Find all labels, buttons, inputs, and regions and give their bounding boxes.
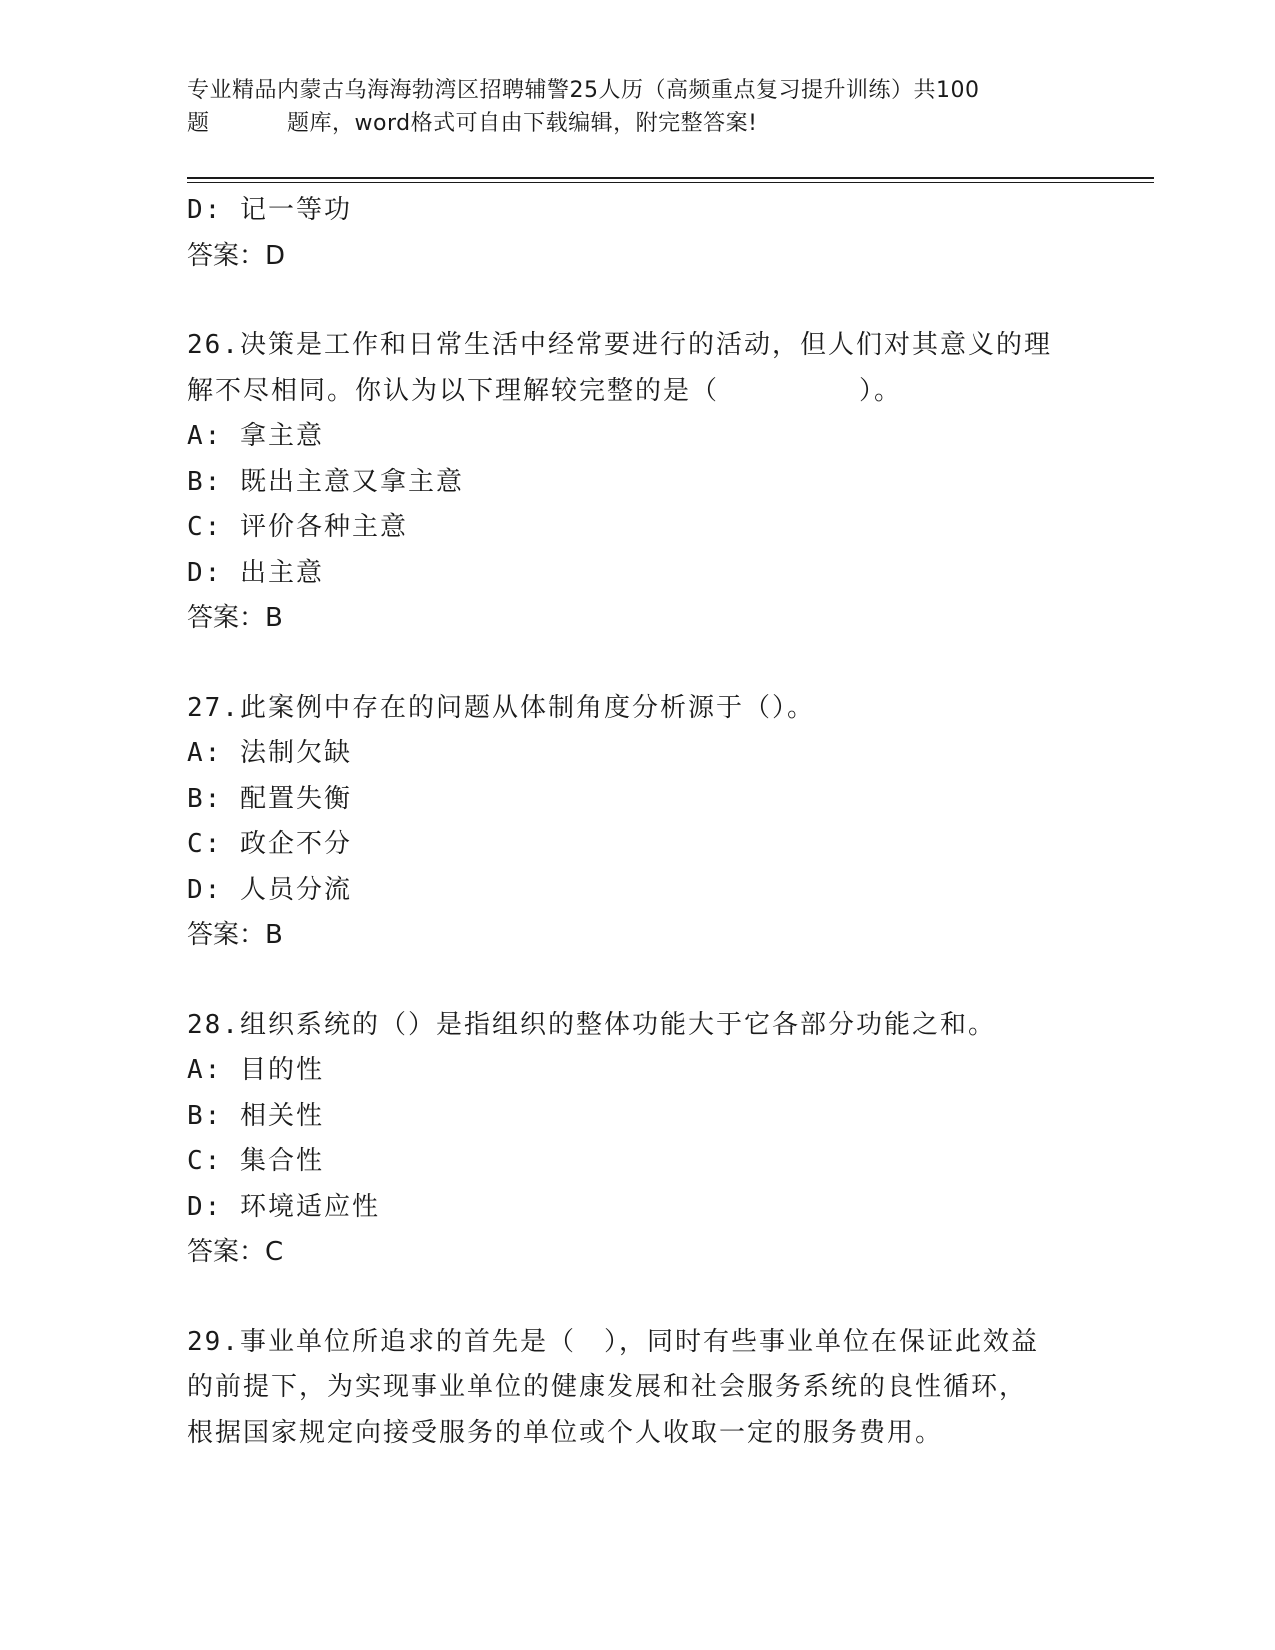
header-title-line-1: 专业精品内蒙古乌海海勃湾区招聘辅警25人历（高频重点复习提升训练）共100 [187, 78, 980, 103]
header-title-line-2-lead: 题 [187, 111, 210, 136]
question-stem-line-2: 解不尽相同。你认为以下理解较完整的是（ ）。 [187, 375, 903, 406]
header-divider-thick [187, 177, 1154, 179]
question-stem-line-1: 26.决策是工作和日常生活中经常要进行的活动，但人们对其意义的理 [187, 330, 1052, 360]
option-c: C: 评价各种主意 [187, 512, 408, 542]
question-stem: 27.此案例中存在的问题从体制角度分析源于（）。 [187, 692, 815, 723]
question-stem-line-3: 根据国家规定向接受服务的单位或个人收取一定的服务费用。 [187, 1417, 944, 1448]
answer-line: 答案：C [187, 1237, 284, 1267]
option-d: D: 环境适应性 [187, 1191, 380, 1222]
answer-line: 答案：B [187, 920, 283, 950]
answer-line: 答案：D [187, 240, 286, 271]
option-b: B: 配置失衡 [187, 783, 352, 814]
option-a: A: 拿主意 [187, 421, 324, 451]
header-divider-thin [187, 182, 1154, 183]
option-b: B: 相关性 [187, 1100, 324, 1131]
option-d: D: 记一等功 [187, 195, 352, 225]
option-b: B: 既出主意又拿主意 [187, 466, 464, 497]
option-a: A: 法制欠缺 [187, 738, 352, 768]
page-header [187, 74, 1087, 140]
question-29 [187, 1320, 1087, 1457]
question-stem: 28.组织系统的（）是指组织的整体功能大于它各部分功能之和。 [187, 1009, 996, 1040]
option-c: C: 政企不分 [187, 829, 352, 859]
header-title-line-2-rest: 题库，word格式可自由下载编辑，附完整答案! [287, 111, 758, 136]
question-25-tail [187, 188, 1087, 279]
question-stem-line-1: 29.事业单位所追求的首先是（ ），同时有些事业单位在保证此效益 [187, 1326, 1039, 1357]
option-d: D: 出主意 [187, 557, 324, 588]
question-28 [187, 1003, 1087, 1276]
question-27 [187, 686, 1087, 959]
option-d: D: 人员分流 [187, 874, 352, 905]
option-a: A: 目的性 [187, 1055, 324, 1085]
question-stem-line-2: 的前提下，为实现事业单位的健康发展和社会服务系统的良性循环， [187, 1372, 1028, 1402]
header-title-line-2 [187, 107, 1087, 140]
question-list [187, 188, 1087, 1456]
answer-line: 答案：B [187, 603, 283, 633]
option-c: C: 集合性 [187, 1146, 324, 1176]
question-26 [187, 323, 1087, 642]
